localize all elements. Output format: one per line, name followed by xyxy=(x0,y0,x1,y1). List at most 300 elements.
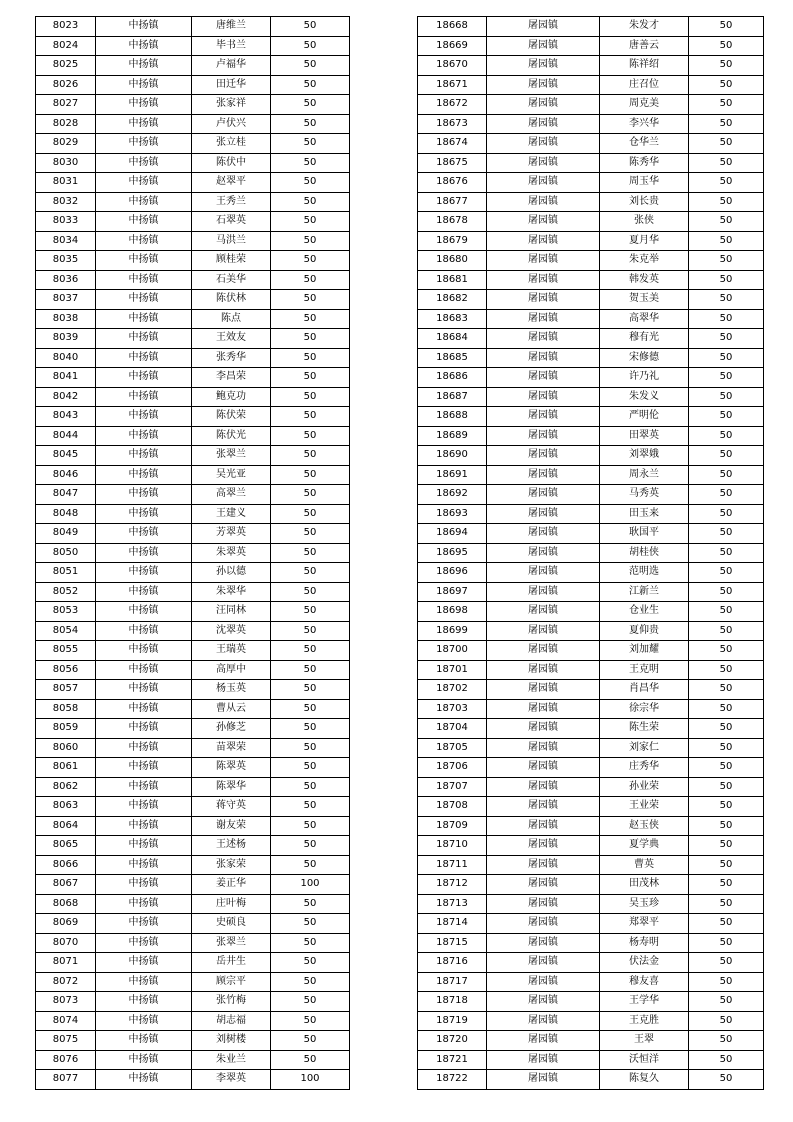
town-cell: 中扬镇 xyxy=(96,1011,192,1031)
row-number-cell: 18707 xyxy=(418,777,487,797)
name-cell: 刘树楼 xyxy=(192,1031,271,1051)
table-row xyxy=(36,212,350,232)
row-number-cell: 8066 xyxy=(36,855,96,875)
town-cell: 中扬镇 xyxy=(96,270,192,290)
row-number-cell: 18682 xyxy=(418,290,487,310)
amount-cell: 50 xyxy=(689,972,764,992)
town-cell: 中扬镇 xyxy=(96,563,192,583)
table-row xyxy=(36,1031,350,1051)
name-cell: 石翠英 xyxy=(192,212,271,232)
row-number-cell: 18690 xyxy=(418,446,487,466)
table-row xyxy=(418,972,764,992)
town-cell: 中扬镇 xyxy=(96,816,192,836)
town-cell: 中扬镇 xyxy=(96,972,192,992)
amount-cell: 50 xyxy=(271,95,350,115)
name-cell: 王翠 xyxy=(600,1031,689,1051)
table-row xyxy=(36,348,350,368)
amount-cell: 50 xyxy=(689,173,764,193)
town-cell: 屠园镇 xyxy=(487,543,600,563)
name-cell: 陈复久 xyxy=(600,1070,689,1090)
town-cell: 屠园镇 xyxy=(487,758,600,778)
amount-cell: 50 xyxy=(689,602,764,622)
row-number-cell: 8075 xyxy=(36,1031,96,1051)
table-row xyxy=(418,641,764,661)
amount-cell: 50 xyxy=(689,1070,764,1090)
row-number-cell: 18692 xyxy=(418,485,487,505)
amount-cell: 50 xyxy=(689,797,764,817)
table-row xyxy=(418,348,764,368)
amount-cell: 50 xyxy=(689,368,764,388)
table-row xyxy=(36,543,350,563)
name-cell: 孙业荣 xyxy=(600,777,689,797)
town-cell: 中扬镇 xyxy=(96,192,192,212)
town-cell: 屠园镇 xyxy=(487,875,600,895)
town-cell: 中扬镇 xyxy=(96,836,192,856)
table-row xyxy=(418,270,764,290)
town-cell: 屠园镇 xyxy=(487,251,600,271)
row-number-cell: 18668 xyxy=(418,17,487,37)
town-cell: 中扬镇 xyxy=(96,524,192,544)
name-cell: 王建义 xyxy=(192,504,271,524)
amount-cell: 50 xyxy=(689,192,764,212)
table-row xyxy=(36,641,350,661)
amount-cell: 50 xyxy=(271,153,350,173)
table-row xyxy=(418,485,764,505)
name-cell: 耿国平 xyxy=(600,524,689,544)
name-cell: 周克美 xyxy=(600,95,689,115)
town-cell: 中扬镇 xyxy=(96,134,192,154)
amount-cell: 50 xyxy=(271,75,350,95)
amount-cell: 50 xyxy=(689,914,764,934)
name-cell: 曹从云 xyxy=(192,699,271,719)
name-cell: 唐维兰 xyxy=(192,17,271,37)
table-row xyxy=(418,738,764,758)
table-row xyxy=(36,17,350,37)
row-number-cell: 18683 xyxy=(418,309,487,329)
row-number-cell: 8065 xyxy=(36,836,96,856)
town-cell: 中扬镇 xyxy=(96,231,192,251)
table-row xyxy=(418,329,764,349)
table-row xyxy=(36,992,350,1012)
table-row xyxy=(418,231,764,251)
amount-cell: 50 xyxy=(271,602,350,622)
table-row xyxy=(36,855,350,875)
amount-cell: 50 xyxy=(689,953,764,973)
table-row xyxy=(36,1070,350,1090)
town-cell: 屠园镇 xyxy=(487,36,600,56)
table-row xyxy=(36,309,350,329)
table-row xyxy=(36,563,350,583)
name-cell: 陈伏中 xyxy=(192,153,271,173)
amount-cell: 50 xyxy=(689,95,764,115)
row-number-cell: 18719 xyxy=(418,1011,487,1031)
table-row xyxy=(36,933,350,953)
town-cell: 中扬镇 xyxy=(96,309,192,329)
amount-cell: 50 xyxy=(689,426,764,446)
name-cell: 陈点 xyxy=(192,309,271,329)
row-number-cell: 18681 xyxy=(418,270,487,290)
amount-cell: 50 xyxy=(271,446,350,466)
table-row xyxy=(418,1050,764,1070)
row-number-cell: 18669 xyxy=(418,36,487,56)
amount-cell: 50 xyxy=(689,621,764,641)
table-row xyxy=(418,134,764,154)
row-number-cell: 8069 xyxy=(36,914,96,934)
amount-cell: 100 xyxy=(271,875,350,895)
town-cell: 中扬镇 xyxy=(96,212,192,232)
table-row xyxy=(418,953,764,973)
table-row xyxy=(36,114,350,134)
row-number-cell: 8068 xyxy=(36,894,96,914)
town-cell: 屠园镇 xyxy=(487,17,600,37)
name-cell: 王业荣 xyxy=(600,797,689,817)
town-cell: 中扬镇 xyxy=(96,797,192,817)
name-cell: 张竹梅 xyxy=(192,992,271,1012)
name-cell: 唐善云 xyxy=(600,36,689,56)
name-cell: 朱发义 xyxy=(600,387,689,407)
table-row xyxy=(36,816,350,836)
amount-cell: 50 xyxy=(271,972,350,992)
name-cell: 刘翠娥 xyxy=(600,446,689,466)
name-cell: 高翠兰 xyxy=(192,485,271,505)
row-number-cell: 18673 xyxy=(418,114,487,134)
row-number-cell: 18676 xyxy=(418,173,487,193)
town-cell: 中扬镇 xyxy=(96,446,192,466)
town-cell: 屠园镇 xyxy=(487,855,600,875)
amount-cell: 50 xyxy=(271,836,350,856)
amount-cell: 50 xyxy=(271,114,350,134)
amount-cell: 50 xyxy=(271,36,350,56)
town-cell: 屠园镇 xyxy=(487,524,600,544)
row-number-cell: 18688 xyxy=(418,407,487,427)
amount-cell: 50 xyxy=(271,680,350,700)
row-number-cell: 8052 xyxy=(36,582,96,602)
name-cell: 赵玉侠 xyxy=(600,816,689,836)
name-cell: 曹英 xyxy=(600,855,689,875)
town-cell: 中扬镇 xyxy=(96,719,192,739)
row-number-cell: 18685 xyxy=(418,348,487,368)
town-cell: 中扬镇 xyxy=(96,914,192,934)
row-number-cell: 18721 xyxy=(418,1050,487,1070)
row-number-cell: 18699 xyxy=(418,621,487,641)
name-cell: 沃恒洋 xyxy=(600,1050,689,1070)
table-row xyxy=(418,153,764,173)
row-number-cell: 18677 xyxy=(418,192,487,212)
row-number-cell: 8026 xyxy=(36,75,96,95)
town-cell: 中扬镇 xyxy=(96,543,192,563)
town-cell: 屠园镇 xyxy=(487,387,600,407)
town-cell: 中扬镇 xyxy=(96,621,192,641)
amount-cell: 50 xyxy=(271,524,350,544)
town-cell: 屠园镇 xyxy=(487,1031,600,1051)
amount-cell: 50 xyxy=(689,582,764,602)
town-cell: 屠园镇 xyxy=(487,134,600,154)
row-number-cell: 18670 xyxy=(418,56,487,76)
table-row xyxy=(418,407,764,427)
table-row xyxy=(36,446,350,466)
town-cell: 屠园镇 xyxy=(487,114,600,134)
amount-cell: 50 xyxy=(271,368,350,388)
table-row xyxy=(418,1011,764,1031)
name-cell: 仓华兰 xyxy=(600,134,689,154)
table-row xyxy=(418,543,764,563)
row-number-cell: 18708 xyxy=(418,797,487,817)
town-cell: 屠园镇 xyxy=(487,933,600,953)
amount-cell: 50 xyxy=(689,251,764,271)
name-cell: 朱翠英 xyxy=(192,543,271,563)
amount-cell: 50 xyxy=(271,485,350,505)
amount-cell: 50 xyxy=(271,563,350,583)
town-cell: 中扬镇 xyxy=(96,387,192,407)
name-cell: 陈翠华 xyxy=(192,777,271,797)
table-row xyxy=(36,1050,350,1070)
amount-cell: 50 xyxy=(689,329,764,349)
town-cell: 屠园镇 xyxy=(487,56,600,76)
row-number-cell: 8067 xyxy=(36,875,96,895)
table-row xyxy=(418,192,764,212)
town-cell: 屠园镇 xyxy=(487,972,600,992)
table-row xyxy=(36,777,350,797)
amount-cell: 50 xyxy=(689,17,764,37)
amount-cell: 50 xyxy=(271,329,350,349)
town-cell: 中扬镇 xyxy=(96,290,192,310)
name-cell: 江新兰 xyxy=(600,582,689,602)
town-cell: 屠园镇 xyxy=(487,660,600,680)
table-row xyxy=(36,680,350,700)
name-cell: 苗翠荣 xyxy=(192,738,271,758)
town-cell: 屠园镇 xyxy=(487,719,600,739)
amount-cell: 50 xyxy=(689,777,764,797)
amount-cell: 50 xyxy=(271,855,350,875)
name-cell: 高翠华 xyxy=(600,309,689,329)
amount-cell: 50 xyxy=(689,894,764,914)
table-row xyxy=(36,836,350,856)
town-cell: 屠园镇 xyxy=(487,504,600,524)
row-number-cell: 8038 xyxy=(36,309,96,329)
town-cell: 中扬镇 xyxy=(96,75,192,95)
name-cell: 穆有光 xyxy=(600,329,689,349)
row-number-cell: 18674 xyxy=(418,134,487,154)
town-cell: 屠园镇 xyxy=(487,192,600,212)
amount-cell: 50 xyxy=(271,1050,350,1070)
name-cell: 顾宗平 xyxy=(192,972,271,992)
row-number-cell: 18716 xyxy=(418,953,487,973)
name-cell: 汪同林 xyxy=(192,602,271,622)
row-number-cell: 18715 xyxy=(418,933,487,953)
table-row xyxy=(418,914,764,934)
town-cell: 屠园镇 xyxy=(487,231,600,251)
amount-cell: 50 xyxy=(689,543,764,563)
amount-cell: 50 xyxy=(689,1050,764,1070)
town-cell: 中扬镇 xyxy=(96,153,192,173)
amount-cell: 50 xyxy=(689,836,764,856)
name-cell: 王效友 xyxy=(192,329,271,349)
name-cell: 姜正华 xyxy=(192,875,271,895)
town-cell: 中扬镇 xyxy=(96,465,192,485)
name-cell: 朱发才 xyxy=(600,17,689,37)
row-number-cell: 18702 xyxy=(418,680,487,700)
town-cell: 中扬镇 xyxy=(96,485,192,505)
name-cell: 宋修德 xyxy=(600,348,689,368)
row-number-cell: 18712 xyxy=(418,875,487,895)
amount-cell: 50 xyxy=(271,797,350,817)
name-cell: 杨玉英 xyxy=(192,680,271,700)
table-row xyxy=(36,524,350,544)
town-cell: 中扬镇 xyxy=(96,777,192,797)
row-number-cell: 18695 xyxy=(418,543,487,563)
row-number-cell: 8027 xyxy=(36,95,96,115)
name-cell: 周玉华 xyxy=(600,173,689,193)
amount-cell: 50 xyxy=(689,660,764,680)
town-cell: 中扬镇 xyxy=(96,738,192,758)
table-row xyxy=(418,894,764,914)
row-number-cell: 8059 xyxy=(36,719,96,739)
name-cell: 陈伏荣 xyxy=(192,407,271,427)
row-number-cell: 8053 xyxy=(36,602,96,622)
name-cell: 王瑞英 xyxy=(192,641,271,661)
row-number-cell: 18679 xyxy=(418,231,487,251)
table-row xyxy=(418,426,764,446)
table-row xyxy=(36,894,350,914)
town-cell: 中扬镇 xyxy=(96,602,192,622)
town-cell: 屠园镇 xyxy=(487,816,600,836)
town-cell: 屠园镇 xyxy=(487,407,600,427)
town-cell: 屠园镇 xyxy=(487,173,600,193)
row-number-cell: 8032 xyxy=(36,192,96,212)
amount-cell: 50 xyxy=(689,758,764,778)
name-cell: 庄秀华 xyxy=(600,758,689,778)
name-cell: 毕书兰 xyxy=(192,36,271,56)
amount-cell: 50 xyxy=(271,192,350,212)
name-cell: 徐宗华 xyxy=(600,699,689,719)
row-number-cell: 8074 xyxy=(36,1011,96,1031)
name-cell: 胡桂侠 xyxy=(600,543,689,563)
table-row xyxy=(418,719,764,739)
row-number-cell: 8047 xyxy=(36,485,96,505)
row-number-cell: 8051 xyxy=(36,563,96,583)
amount-cell: 50 xyxy=(689,114,764,134)
name-cell: 仓业生 xyxy=(600,602,689,622)
row-number-cell: 18671 xyxy=(418,75,487,95)
name-cell: 卢福华 xyxy=(192,56,271,76)
name-cell: 朱翠华 xyxy=(192,582,271,602)
table-row xyxy=(418,680,764,700)
row-number-cell: 18710 xyxy=(418,836,487,856)
row-number-cell: 18698 xyxy=(418,602,487,622)
row-number-cell: 18689 xyxy=(418,426,487,446)
row-number-cell: 8070 xyxy=(36,933,96,953)
name-cell: 吴光亚 xyxy=(192,465,271,485)
amount-cell: 50 xyxy=(689,816,764,836)
amount-cell: 50 xyxy=(271,582,350,602)
amount-cell: 50 xyxy=(689,387,764,407)
amount-cell: 50 xyxy=(689,992,764,1012)
table-row xyxy=(36,582,350,602)
town-cell: 中扬镇 xyxy=(96,953,192,973)
town-cell: 屠园镇 xyxy=(487,329,600,349)
town-cell: 中扬镇 xyxy=(96,348,192,368)
table-row xyxy=(36,504,350,524)
amount-cell: 50 xyxy=(271,660,350,680)
row-number-cell: 8043 xyxy=(36,407,96,427)
town-cell: 屠园镇 xyxy=(487,914,600,934)
row-number-cell: 18693 xyxy=(418,504,487,524)
amount-cell: 50 xyxy=(689,699,764,719)
row-number-cell: 18697 xyxy=(418,582,487,602)
row-number-cell: 8041 xyxy=(36,368,96,388)
table-row xyxy=(418,309,764,329)
town-cell: 屠园镇 xyxy=(487,75,600,95)
row-number-cell: 18686 xyxy=(418,368,487,388)
amount-cell: 50 xyxy=(271,465,350,485)
table-row xyxy=(418,387,764,407)
name-cell: 张秀华 xyxy=(192,348,271,368)
town-cell: 屠园镇 xyxy=(487,621,600,641)
name-cell: 李昌荣 xyxy=(192,368,271,388)
table-row xyxy=(36,797,350,817)
name-cell: 张翠兰 xyxy=(192,933,271,953)
amount-cell: 50 xyxy=(271,134,350,154)
amount-cell: 50 xyxy=(271,543,350,563)
table-row xyxy=(418,446,764,466)
row-number-cell: 18691 xyxy=(418,465,487,485)
amount-cell: 50 xyxy=(689,290,764,310)
town-cell: 中扬镇 xyxy=(96,641,192,661)
name-cell: 吴玉珍 xyxy=(600,894,689,914)
name-cell: 李翠英 xyxy=(192,1070,271,1090)
amount-cell: 50 xyxy=(271,641,350,661)
amount-cell: 50 xyxy=(271,1031,350,1051)
table-row xyxy=(418,251,764,271)
row-number-cell: 8049 xyxy=(36,524,96,544)
row-number-cell: 8064 xyxy=(36,816,96,836)
amount-cell: 50 xyxy=(689,134,764,154)
name-cell: 王述杨 xyxy=(192,836,271,856)
name-cell: 杨寿明 xyxy=(600,933,689,953)
amount-cell: 50 xyxy=(271,504,350,524)
amount-cell: 50 xyxy=(689,36,764,56)
town-cell: 中扬镇 xyxy=(96,660,192,680)
table-row xyxy=(36,953,350,973)
table-row xyxy=(418,212,764,232)
amount-cell: 50 xyxy=(271,738,350,758)
amount-cell: 50 xyxy=(271,894,350,914)
left-table-body xyxy=(36,17,350,1090)
amount-cell: 50 xyxy=(271,17,350,37)
row-number-cell: 8030 xyxy=(36,153,96,173)
name-cell: 王秀兰 xyxy=(192,192,271,212)
row-number-cell: 8024 xyxy=(36,36,96,56)
left-table xyxy=(35,16,350,1090)
row-number-cell: 8034 xyxy=(36,231,96,251)
amount-cell: 50 xyxy=(271,407,350,427)
name-cell: 胡志福 xyxy=(192,1011,271,1031)
name-cell: 贺玉美 xyxy=(600,290,689,310)
amount-cell: 50 xyxy=(689,719,764,739)
name-cell: 陈祥绍 xyxy=(600,56,689,76)
town-cell: 屠园镇 xyxy=(487,446,600,466)
town-cell: 屠园镇 xyxy=(487,836,600,856)
row-number-cell: 8050 xyxy=(36,543,96,563)
row-number-cell: 18672 xyxy=(418,95,487,115)
town-cell: 中扬镇 xyxy=(96,992,192,1012)
town-cell: 中扬镇 xyxy=(96,875,192,895)
row-number-cell: 18684 xyxy=(418,329,487,349)
row-number-cell: 18709 xyxy=(418,816,487,836)
table-row xyxy=(418,465,764,485)
row-number-cell: 8042 xyxy=(36,387,96,407)
row-number-cell: 18694 xyxy=(418,524,487,544)
